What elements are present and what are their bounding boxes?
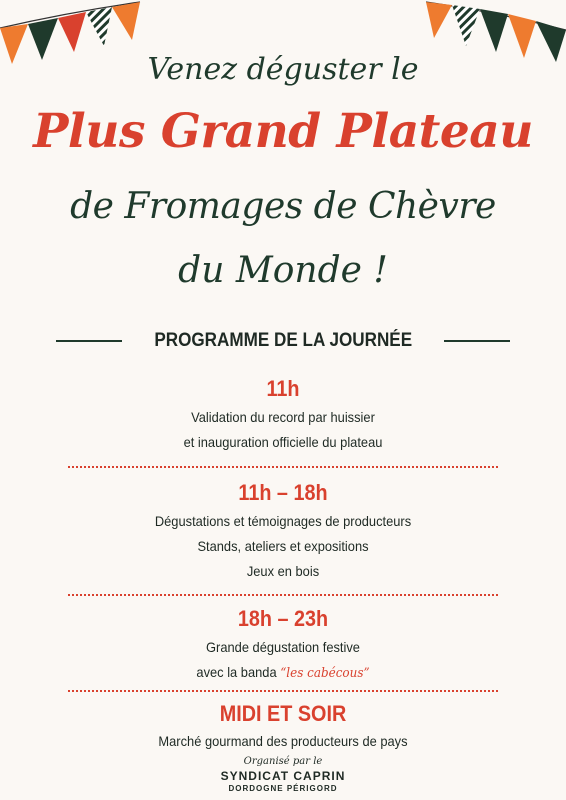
dotted-divider	[68, 466, 498, 468]
schedule-time: 18h – 23h	[237, 606, 329, 631]
schedule-section-11h	[0, 376, 566, 455]
schedule-line-banda	[23, 660, 544, 686]
schedule-line: Jeux en bois	[246, 563, 320, 579]
pennant	[112, 2, 140, 40]
schedule-line: Marché gourmand des producteurs de pays	[158, 733, 408, 749]
organizer-name: SYNDICAT CAPRIN	[220, 769, 346, 783]
headline-sub: de Fromages de Chèvre	[70, 186, 496, 227]
banda-prefix: avec la banda	[196, 664, 281, 680]
schedule-time: 11h	[266, 376, 300, 401]
heading-rule-right	[444, 340, 510, 342]
pennant	[86, 7, 112, 46]
dotted-divider	[68, 594, 498, 596]
schedule-section-11h-18h	[0, 480, 566, 584]
program-heading	[0, 330, 566, 352]
pennant	[426, 2, 452, 38]
schedule-time: 11h – 18h	[238, 480, 328, 505]
organizer-by: Organisé par le	[243, 756, 323, 767]
headline-end: du Monde !	[178, 250, 388, 291]
schedule-line: Stands, ateliers et expositions	[197, 538, 369, 554]
schedule-section-18h-23h	[0, 606, 566, 686]
headline-intro: Venez déguster le	[147, 52, 419, 87]
banda-name: “les cabécous”	[280, 666, 370, 681]
pennant	[452, 5, 480, 46]
schedule-line: Dégustations et témoignages de producteurs	[154, 513, 412, 529]
heading-rule-left	[56, 340, 122, 342]
pennant	[480, 9, 508, 52]
schedule-time: MIDI ET SOIR	[219, 701, 347, 726]
organizer-sub: DORDOGNE PÉRIGORD	[228, 784, 338, 793]
dotted-divider	[68, 690, 498, 692]
schedule-line: Validation du record par huissier	[191, 409, 375, 425]
schedule-section-midi-soir	[0, 701, 566, 754]
pennant	[58, 12, 86, 52]
schedule-line: et inauguration officielle du plateau	[183, 434, 383, 450]
schedule-line: Grande dégustation festive	[206, 639, 360, 655]
headline-main: Plus Grand Plateau	[33, 104, 533, 159]
program-title: PROGRAMME DE LA JOURNÉE	[154, 330, 412, 351]
